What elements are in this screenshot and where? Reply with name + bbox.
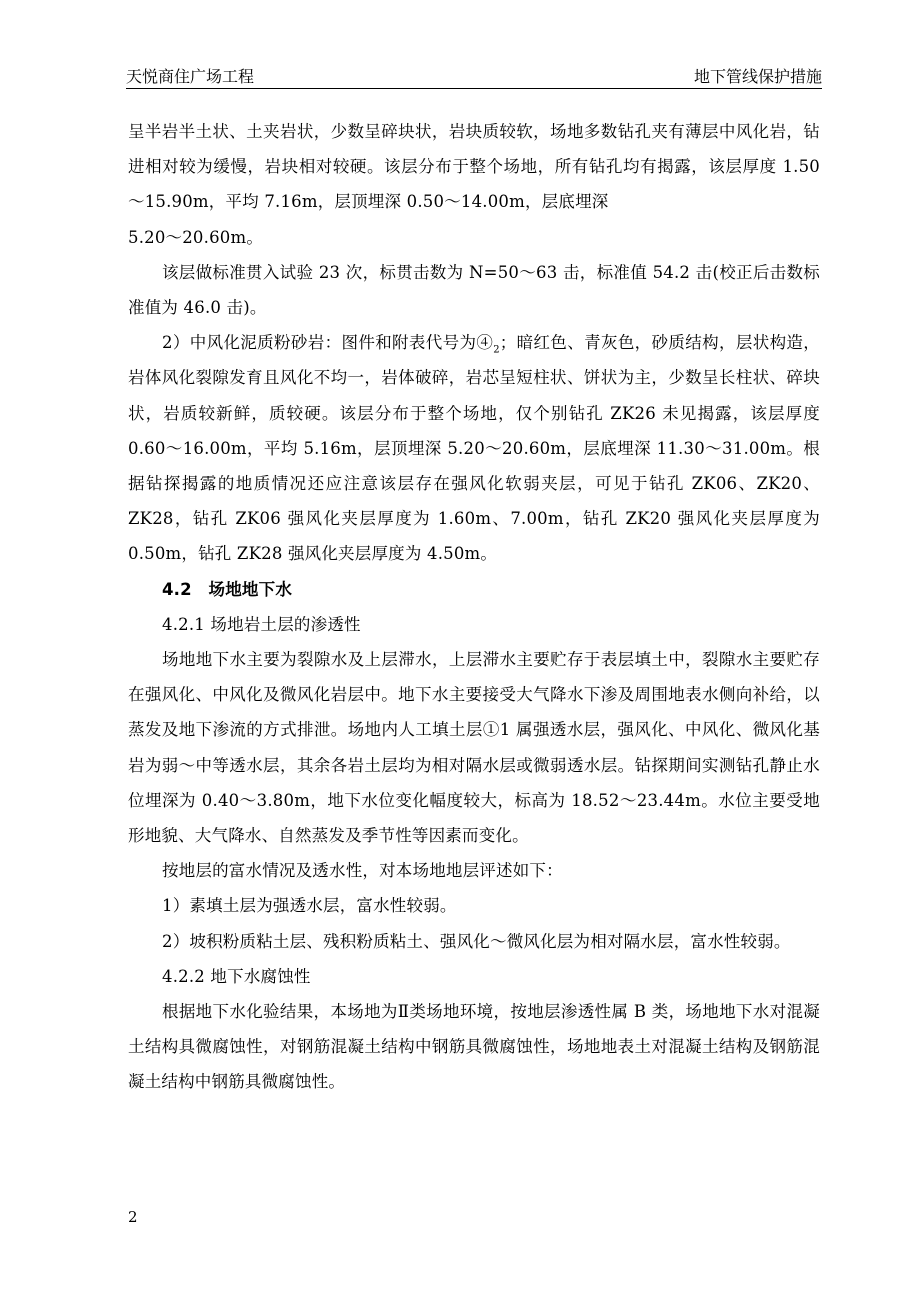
page-number: 2 [128,1208,138,1226]
paragraph-spt: 该层做标准贯入试验 23 次，标贯击数为 N=50～63 击，标准值 54.2 击(校正后击数标准值为 46.0 击)。 [128,262,820,318]
paragraph-moderately-weathered-post: ；暗红色、青灰色，砂质结构，层状构造，岩体风化裂隙发育且风化不均一，岩体破碎，岩芯呈短柱状、饼状为主，少数呈长柱状、碎块状，岩质较新鲜，质较硬。该层分布于整个场地，仅个别钻孔 ZK26 未见揭露，该层厚度 0.60～16.00m，平均 5.16m，层顶埋深 5.20～20.60m，层底埋深 11.30～31.00m。根据钻探揭露的地质情况还应注意该层存在强风化软弱夹层，可见于钻孔 ZK06、ZK20、ZK28，钻孔 ZK06 强风化夹层厚度为 1.60m、7.00m，钻孔 ZK20 强风化夹层厚度为 0.50m，钻孔 ZK28 强风化夹层厚度为 4.50m。 [128,333,820,564]
header-project-title: 天悦商住广场工程 [126,67,255,86]
subsection-heading-permeability: 4.2.1 场地岩土层的渗透性 [162,614,361,634]
section-heading-groundwater: 4.2 场地地下水 [162,579,293,599]
page-header [126,62,822,89]
paragraph-fill-layer: 1）素填土层为强透水层，富水性较弱。 [162,896,457,916]
subsection-heading-corrosion: 4.2.2 地下水腐蚀性 [162,966,311,986]
header-section-title: 地下管线保护措施 [693,67,822,86]
paragraph-moderately-weathered [128,325,820,571]
layer-code-subscript: 2 [493,344,500,356]
paragraph-corrosion: 根据地下水化验结果，本场地为Ⅱ类场地环境，按地层渗透性属 B 类，场地地下水对混凝土结构具微腐蚀性，对钢筋混凝土结构中钢筋具微腐蚀性，场地地表土对混凝土结构及钢筋混凝土结构中钢筋具微腐蚀性。 [128,1002,820,1092]
paragraph-groundwater: 场地地下水主要为裂隙水及上层滞水，上层滞水主要贮存于表层填土中，裂隙水主要贮存在强风化、中风化及微风化岩层中。地下水主要接受大气降水下渗及周围地表水侧向补给，以蒸发及地下渗流的方式排泄。场地内人工填土层①1 属强透水层，强风化、中风化、微风化基岩为弱～中等透水层，其余各岩土层均为相对隔水层或微弱透水层。钻探期间实测钻孔静止水位埋深为 0.40～3.80m，地下水位变化幅度较大，标高为 18.52～23.44m。水位主要受地形地貌、大气降水、自然蒸发及季节性等因素而变化。 [128,650,820,846]
paragraph-moderately-weathered-pre: 2）中风化泥质粉砂岩：图件和附表代号为④ [162,333,494,353]
paragraph-weathered-layer-cont: 5.20～20.60m。 [128,227,264,247]
paragraph-clay-layer: 2）坡积粉质粘土层、残积粉质粘土、强风化～微风化层为相对隔水层，富水性较弱。 [162,931,791,951]
document-body [128,114,820,1100]
paragraph-weathered-layer: 呈半岩半土状、土夹岩状，少数呈碎块状，岩块质较软，场地多数钻孔夹有薄层中风化岩，钻进相对较为缓慢，岩块相对较硬。该层分布于整个场地，所有钻孔均有揭露，该层厚度 1.50～15.90m，平均 7.16m，层顶埋深 0.50～14.00m，层底埋深 [128,122,820,212]
paragraph-evaluation-intro: 按地层的富水情况及透水性，对本场地地层评述如下： [162,861,563,881]
